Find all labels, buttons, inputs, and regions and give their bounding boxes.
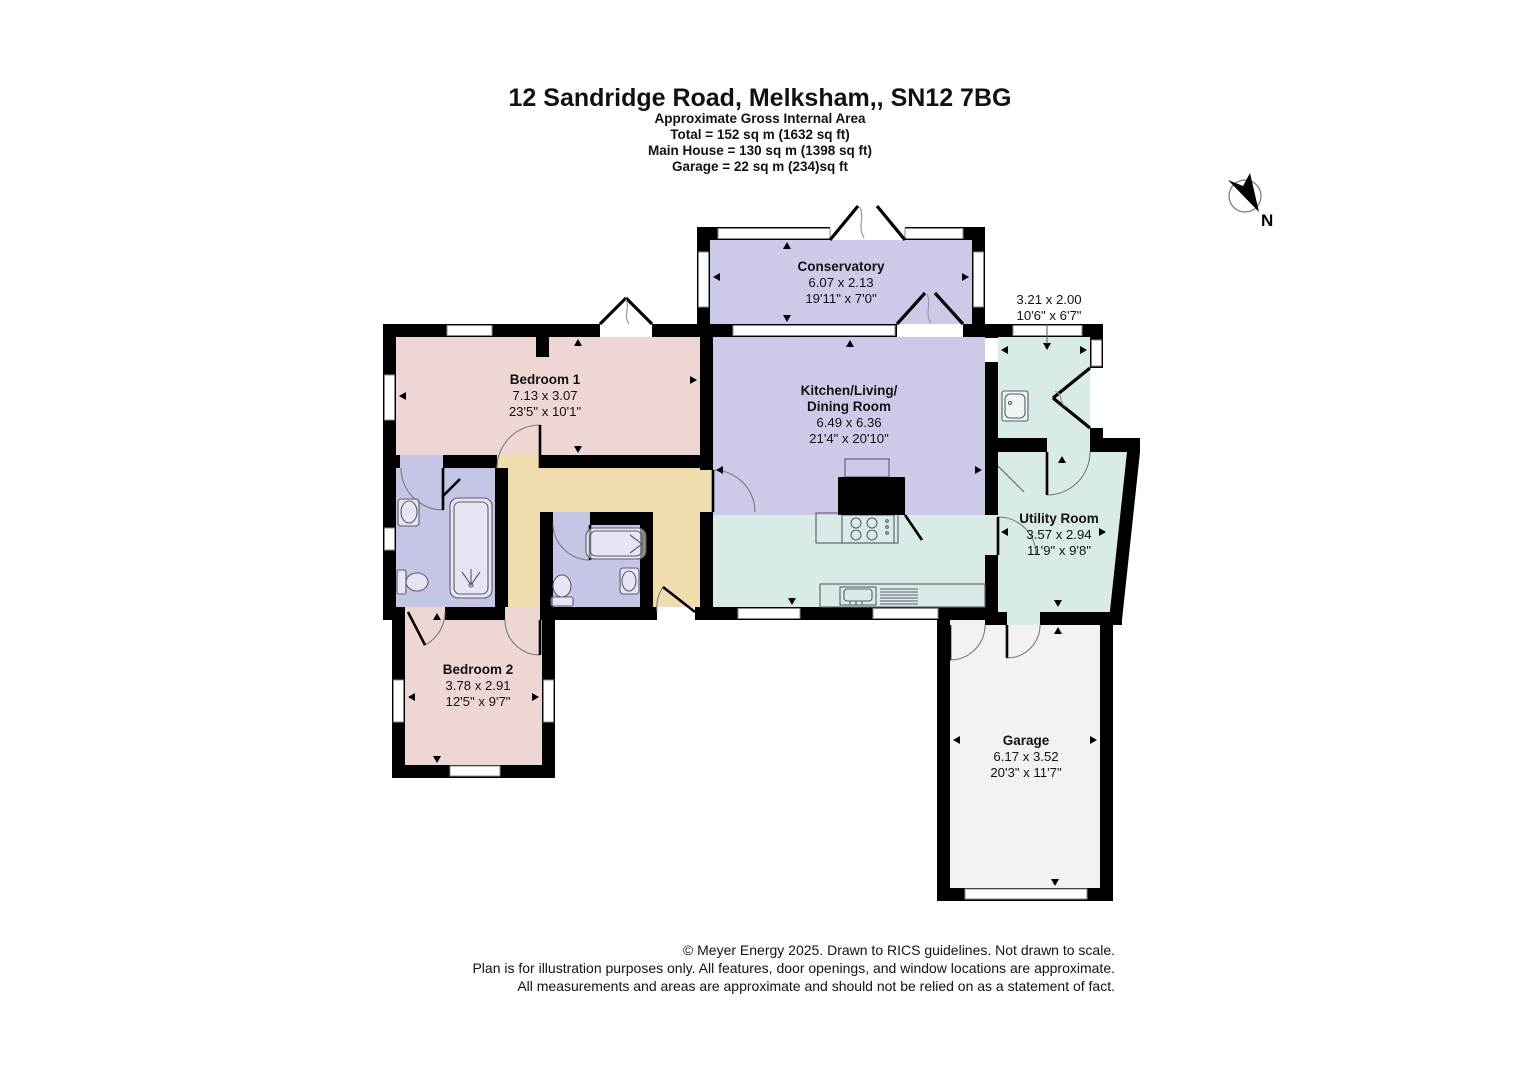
room-rear-porch-floor [998,337,1090,438]
header [509,84,1012,174]
svg-text:3.21 x 2.00: 3.21 x 2.00 [1016,292,1082,307]
compass-north-label: N [1261,211,1274,230]
basin-fixture [398,499,419,526]
front-entrance-doors [600,298,652,324]
footer-line-measurements: All measurements and areas are approximate and should not be relied on as a statement of fact. [517,978,1115,994]
footer-disclaimer [472,942,1115,994]
footer-line-illustration: Plan is for illustration purposes only. All features, door openings, and window locations are approximate. [472,960,1115,976]
svg-text:3.57 x 2.94: 3.57 x 2.94 [1026,527,1092,542]
shower-fixture [450,498,492,598]
svg-text:21'4" x 20'10": 21'4" x 20'10" [809,431,889,446]
svg-text:Bedroom 2: Bedroom 2 [442,662,514,677]
bathtub-fixture [586,528,646,559]
basin-fixture [620,568,639,594]
north-compass-icon [1228,173,1273,230]
label-bedroom1 [509,372,582,419]
sink-fixture [1002,391,1028,421]
svg-text:7.13 x 3.07: 7.13 x 3.07 [512,388,578,403]
label-bedroom2 [443,662,514,709]
svg-text:6.49 x 6.36: 6.49 x 6.36 [816,415,882,430]
label-rear-porch [1016,292,1081,323]
page-title: 12 Sandridge Road, Melksham,, SN12 7BG [508,84,1012,112]
svg-text:6.17 x 3.52: 6.17 x 3.52 [993,749,1059,764]
svg-text:Utility Room: Utility Room [1019,511,1099,526]
svg-text:Garage: Garage [1002,733,1050,748]
footer-line-copyright: © Meyer Energy 2025. Drawn to RICS guidelines. Not drawn to scale. [682,942,1115,958]
room-kitchen-area-floor [713,515,985,607]
label-conservatory [797,259,885,306]
area-garage: Garage = 22 sq m (234)sq ft [672,159,848,174]
area-subtitle: Approximate Gross Internal Area [654,111,866,126]
svg-text:6.07 x 2.13: 6.07 x 2.13 [808,275,874,290]
svg-text:Conservatory: Conservatory [797,259,885,274]
svg-text:11'9" x 9'8": 11'9" x 9'8" [1026,543,1092,558]
area-main-house: Main House = 130 sq m (1398 sq ft) [648,143,872,158]
svg-text:19'11" x 7'0": 19'11" x 7'0" [805,291,877,306]
svg-text:3.78 x 2.91: 3.78 x 2.91 [445,678,511,693]
svg-text:Bedroom 1: Bedroom 1 [509,372,581,387]
svg-text:23'5" x 10'1": 23'5" x 10'1" [508,404,582,419]
area-total: Total = 152 sq m (1632 sq ft) [670,127,850,142]
conservatory-top-doors [830,206,905,240]
svg-text:Dining Room: Dining Room [807,399,891,414]
svg-text:20'3" x 11'7": 20'3" x 11'7" [990,765,1062,780]
toilet-fixture [551,575,573,606]
svg-text:12'5" x 9'7": 12'5" x 9'7" [445,694,511,709]
label-utility [1019,511,1099,558]
svg-text:Kitchen/Living/: Kitchen/Living/ [800,383,898,398]
garage-door [965,889,1087,899]
svg-text:10'6" x 6'7": 10'6" x 6'7" [1016,308,1082,323]
